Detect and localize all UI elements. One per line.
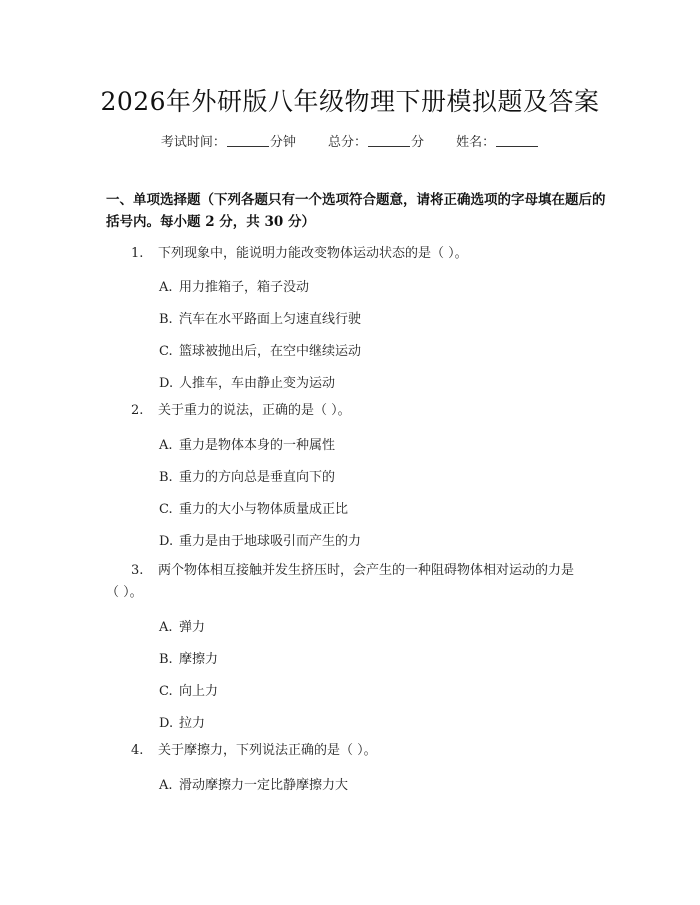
document-title: 2026年外研版八年级物理下册模拟题及答案 [100, 87, 600, 116]
exam-meta [0, 131, 700, 150]
option-text: 重力的大小与物体质量成正比 [179, 502, 349, 517]
option-text: 弹力 [179, 620, 206, 635]
option-text: 用力推箱子，箱子没动 [179, 280, 310, 295]
question-text: 下列现象中，能说明力能改变物体运动状态的是（ ）。 [158, 246, 468, 261]
total-score-field [328, 131, 424, 150]
question-2-option-a[interactable] [159, 434, 335, 453]
question-3-option-c[interactable] [159, 680, 218, 699]
question-2-option-c[interactable] [159, 498, 348, 517]
question-number: 4. [131, 743, 144, 758]
question-text-line-1: 两个物体相互接触并发生挤压时，会产生的一种阻碍物体相对运动的力是 [158, 563, 575, 578]
option-text: 汽车在水平路面上匀速直线行驶 [179, 312, 362, 327]
question-number: 1. [131, 246, 144, 261]
question-4-option-a[interactable] [159, 774, 348, 793]
option-letter: A. [159, 438, 173, 453]
option-text: 重力是由于地球吸引而产生的力 [179, 534, 362, 549]
option-text: 拉力 [179, 716, 206, 731]
option-text: 摩擦力 [179, 652, 219, 667]
question-3 [131, 560, 611, 582]
student-name-blank[interactable] [496, 133, 538, 147]
option-text: 篮球被抛出后，在空中继续运动 [179, 344, 362, 359]
question-3-continuation [106, 582, 143, 604]
option-text: 重力是物体本身的一种属性 [179, 438, 336, 453]
exam-time-label: 考试时间： [160, 135, 226, 150]
option-letter: D. [159, 716, 174, 731]
option-letter: A. [159, 620, 173, 635]
option-letter: B. [159, 652, 173, 667]
exam-time-unit: 分钟 [269, 135, 296, 150]
exam-time-blank[interactable] [227, 133, 269, 147]
option-letter: D. [159, 534, 174, 549]
question-text: 关于重力的说法，正确的是（ ）。 [158, 403, 351, 418]
option-letter: D. [159, 376, 174, 391]
student-name-label: 姓名： [456, 135, 496, 150]
question-3-option-d[interactable] [159, 712, 205, 731]
option-letter: C. [159, 344, 173, 359]
option-letter: A. [159, 778, 173, 793]
section-heading: 一、单项选择题（下列各题只有一个选项符合题意，请将正确选项的字母填在题后的括号内。每小题 2 分，共 30 分） [106, 192, 606, 230]
question-1-option-c[interactable] [159, 340, 361, 359]
option-text: 滑动摩擦力一定比静摩擦力大 [179, 778, 349, 793]
option-text: 人推车，车由静止变为运动 [179, 376, 336, 391]
question-1-option-d[interactable] [159, 372, 335, 391]
option-letter: B. [159, 312, 173, 327]
question-text: 关于摩擦力，下列说法正确的是（ ）。 [158, 743, 377, 758]
question-2 [131, 400, 351, 422]
question-4 [131, 740, 377, 762]
total-score-blank[interactable] [368, 133, 410, 147]
option-letter: A. [159, 280, 173, 295]
total-score-unit: 分 [411, 135, 425, 150]
question-1-option-b[interactable] [159, 308, 361, 327]
question-number: 3. [131, 563, 144, 578]
option-text: 向上力 [179, 684, 219, 699]
question-1 [131, 243, 468, 265]
option-letter: B. [159, 470, 173, 485]
question-number: 2. [131, 403, 144, 418]
question-3-option-a[interactable] [159, 616, 205, 635]
question-text-line-2: （ ）。 [106, 585, 143, 600]
option-letter: C. [159, 684, 173, 699]
question-2-option-d[interactable] [159, 530, 361, 549]
question-3-option-b[interactable] [159, 648, 218, 667]
exam-time-field [161, 131, 296, 150]
option-letter: C. [159, 502, 173, 517]
total-score-label: 总分： [327, 135, 367, 150]
student-name-field [456, 131, 539, 150]
question-1-option-a[interactable] [159, 276, 309, 295]
question-2-option-b[interactable] [159, 466, 335, 485]
option-text: 重力的方向总是垂直向下的 [179, 470, 336, 485]
